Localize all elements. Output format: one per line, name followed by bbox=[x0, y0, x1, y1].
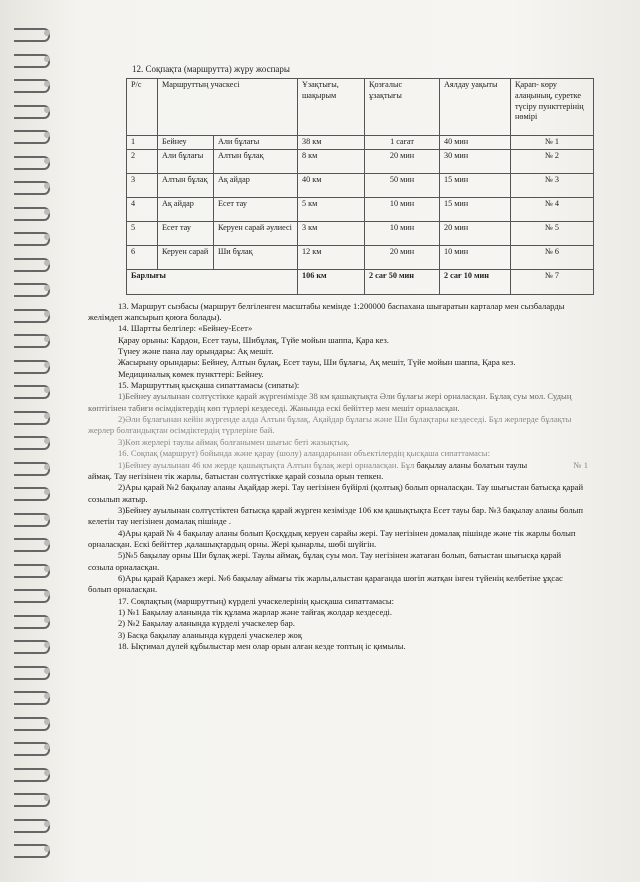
cell-from: Бейнеу bbox=[158, 135, 214, 149]
paragraph-16-item-4: 4)Ары қарай № 4 бақылау аланы болып Қосқұдық керуен сарайы жері. Тау негізінен домалақ пішінде және тік жарлы болып орналасқан. Ескі бейіттер ,қалашықтардың орны. Жері қынарлы, шөбі шүйгін. bbox=[88, 527, 576, 549]
binding-hole bbox=[44, 132, 50, 138]
cell-stop-time: 15 мин bbox=[440, 173, 511, 197]
document-content bbox=[88, 64, 588, 652]
cell-number: 5 bbox=[127, 221, 158, 245]
cell-to: Ақ айдар bbox=[213, 173, 297, 197]
col-header-segment: Маршруттың учаскесі bbox=[158, 78, 298, 135]
paragraph-14-view-points: Қарау орыны: Кардон, Есет тауы, Шибұлақ, Түйе мойын шаппа, Қара кез. bbox=[118, 334, 389, 345]
paragraph-15-item-1: 1)Бейнеу ауылынан солтүстікке қарай жүргенімізде 38 км қашықтықта Әли бұлағы жері орналасқан. Бұлақ суы мол. Судың көптігінен табиғи өсімдіктердің көп түрлері кездеседі. Жанында ескі бейіттер мен мешіт орналасқан. bbox=[88, 391, 572, 413]
paragraph-15: 15. Маршруттың қысқаша сипаттамасы (сипаты): bbox=[118, 380, 300, 391]
cell-to: Есет тау bbox=[213, 197, 297, 221]
cell-distance: 40 км bbox=[298, 173, 365, 197]
binding-hole bbox=[44, 158, 50, 164]
cell-viewpoint: № 2 bbox=[511, 149, 594, 173]
paragraph-16-item-3: 3)Бейнеу ауылынан солтүстіктен батысқа қарай жүрген кезімізде 106 км қашықтықта Есет тауы бар. №3 бақылау аланы болып келетін тау негізінен домалақ пішінде . bbox=[88, 504, 583, 527]
binding-hole bbox=[44, 617, 50, 623]
cell-travel-time: 10 мин bbox=[365, 197, 440, 221]
binding-hole bbox=[44, 183, 50, 189]
col-header-viewpoint: Қарап- көру алаңының, суретке түсіру пункттерінің нөмірі bbox=[511, 78, 594, 135]
col-header-number: Р/с bbox=[127, 78, 158, 135]
paragraph-14-medical: Медициналық көмек пункттері: Бейнеу. bbox=[118, 368, 264, 379]
total-distance: 106 км bbox=[298, 269, 365, 294]
binding-hole bbox=[44, 336, 50, 342]
binding-hole bbox=[44, 744, 50, 750]
cell-stop-time: 15 мин bbox=[440, 197, 511, 221]
binding-hole bbox=[44, 209, 50, 215]
cell-distance: 8 км bbox=[298, 149, 365, 173]
cell-distance: 12 км bbox=[298, 245, 365, 269]
cell-from: Ақ айдар bbox=[158, 197, 214, 221]
binding-hole bbox=[44, 30, 50, 36]
cell-stop-time: 30 мин bbox=[440, 149, 511, 173]
binding-hole bbox=[44, 719, 50, 725]
col-header-stop-time: Аялдау уақыты bbox=[440, 78, 511, 135]
cell-number: 6 bbox=[127, 245, 158, 269]
paragraph-16-item-1-main: 1)Бейнеу ауылынан 46 км жерде қашықтықта Алтын бұлақ жері орналасқан. Бұл bbox=[118, 459, 415, 470]
cell-distance: 5 км bbox=[298, 197, 365, 221]
binding-hole bbox=[44, 821, 50, 827]
paragraph-16-item-1-number: № 1 bbox=[573, 459, 588, 470]
cell-from: Алтын бұлақ bbox=[158, 173, 214, 197]
binding-hole bbox=[44, 285, 50, 291]
binding-hole bbox=[44, 515, 50, 521]
paragraph-17-item-1: 1) №1 Бақылау аланында тік құлама жарлар және тайғақ жолдар кездеседі. bbox=[118, 606, 393, 617]
cell-to: Ши бұлақ bbox=[213, 245, 297, 269]
binding-hole bbox=[44, 693, 50, 699]
table-row bbox=[127, 149, 594, 173]
cell-viewpoint: № 1 bbox=[511, 135, 594, 149]
section-12-title: 12. Соқпақта (маршрутта) жүру жоспары bbox=[132, 64, 290, 74]
cell-to: Али бұлағы bbox=[213, 135, 297, 149]
cell-stop-time: 10 мин bbox=[440, 245, 511, 269]
cell-number: 2 bbox=[127, 149, 158, 173]
table-row bbox=[127, 173, 594, 197]
binding-hole bbox=[44, 107, 50, 113]
cell-travel-time: 50 мин bbox=[365, 173, 440, 197]
cell-from: Керуен сарай bbox=[158, 245, 214, 269]
cell-travel-time: 20 мин bbox=[365, 149, 440, 173]
binding-hole bbox=[44, 795, 50, 801]
binding-hole bbox=[44, 234, 50, 240]
paragraph-16-item-1 bbox=[88, 460, 588, 483]
binding-hole bbox=[44, 362, 50, 368]
binding-hole bbox=[44, 540, 50, 546]
paragraph-16-item-6: 6)Ары қарай Қаракез жері. №6 бақылау аймағы тік жарлы,алыстан қарағанда шөгіп жатқан інген түйенің келбетіне ұқсас болып орналасқан. bbox=[88, 572, 563, 595]
cell-from: Али бұлағы bbox=[158, 149, 214, 173]
binding-hole bbox=[44, 489, 50, 495]
binding-hole bbox=[44, 591, 50, 597]
cell-to: Алтын бұлақ bbox=[213, 149, 297, 173]
table-row bbox=[127, 135, 594, 149]
paragraph-16: 16. Соқпақ (маршрут) бойында және қарау (шолу) алаңдарынан объектілердің қысқаша сипаттамасы: bbox=[118, 448, 490, 459]
cell-viewpoint: № 3 bbox=[511, 173, 594, 197]
cell-stop-time: 40 мин bbox=[440, 135, 511, 149]
binding-hole bbox=[44, 668, 50, 674]
binding-hole bbox=[44, 413, 50, 419]
col-header-distance: Ұзақтығы, шақырым bbox=[298, 78, 365, 135]
paragraph-17-item-2: 2) №2 Бақылау аланында күрделі учаскелер бар. bbox=[118, 618, 295, 629]
binding-hole bbox=[44, 770, 50, 776]
table-row bbox=[127, 197, 594, 221]
binding-hole bbox=[44, 438, 50, 444]
paragraph-14-shelter: Жасырыну орындары: Бейнеу, Алтын бұлақ, Есет тауы, Ши бұлағы, Ақ мешіт, Түйе мойын шаппа, Қара кез. bbox=[118, 357, 516, 368]
paragraph-15-item-3: 3)Көп жерлері таулы аймақ болғанымен шығыс беті жазықтық. bbox=[118, 436, 350, 447]
paragraph-13: 13. Маршрут сызбасы (маршрут белгіленген масштабы кемінде 1:200000 баспахана шығаратын карталар мен сызбаларды желімдеп жапсырып қоюға болады). bbox=[88, 300, 565, 323]
table-header-row bbox=[127, 78, 594, 135]
cell-viewpoint: № 4 bbox=[511, 197, 594, 221]
cell-from: Есет тау bbox=[158, 221, 214, 245]
table-total-row bbox=[127, 269, 594, 294]
cell-travel-time: 20 мин bbox=[365, 245, 440, 269]
paragraph-17: 17. Соқпақтың (маршруттың) күрделі учаскелерінің қысқаша сипаттамасы: bbox=[118, 595, 395, 606]
total-label: Барлығы bbox=[127, 269, 298, 294]
binding-hole bbox=[44, 260, 50, 266]
binding-hole bbox=[44, 311, 50, 317]
cell-viewpoint: № 5 bbox=[511, 221, 594, 245]
spiral-binding bbox=[6, 28, 54, 868]
paragraph-14: 14. Шартты белгілер: «Бейнеу-Есет» bbox=[118, 323, 253, 334]
cell-travel-time: 1 сағат bbox=[365, 135, 440, 149]
total-travel-time: 2 сағ 50 мин bbox=[365, 269, 440, 294]
route-plan-table bbox=[126, 78, 594, 295]
paragraph-15-item-2: 2)Әли бұлағынан кейін жүргенде алда Алтын бұлақ, Ақайдар бұлағы және Ши бұлақтары кездеседі. Бұл жерлерде бұлақты жерлер болғандықтан өсімдіктердің түрлеріне бай. bbox=[88, 414, 572, 436]
cell-number: 1 bbox=[127, 135, 158, 149]
total-stop-time: 2 сағ 10 мин bbox=[440, 269, 511, 294]
table-row bbox=[127, 221, 594, 245]
cell-stop-time: 20 мин bbox=[440, 221, 511, 245]
table-row bbox=[127, 245, 594, 269]
paragraph-14-overnight: Түнеу және пана лау орындары: Ақ мешіт. bbox=[118, 346, 274, 357]
paragraph-18: 18. Ықтимал дүлей құбылыстар мен олар орын алған кезде топтың іс қимылы. bbox=[118, 641, 406, 652]
cell-number: 4 bbox=[127, 197, 158, 221]
paragraph-16-item-2: 2)Ары қарай №2 бақылау аланы Ақайдар жері. Тау негізінен бүйірлі (қолтық) болып орналасқан. Тау шығыстан батысқа қарай созылып жатыр. bbox=[88, 482, 584, 504]
binding-hole bbox=[44, 642, 50, 648]
total-viewpoint: № 7 bbox=[511, 269, 594, 294]
paragraph-16-item-1-rest: бақылау аланы болатын таулы аймақ. Тау негізінен тік жарлы, батыстан солтүстікке қарай созыла орын тепкен. bbox=[88, 459, 528, 481]
col-header-travel-time: Қозғалыс ұзақтығы bbox=[365, 78, 440, 135]
cell-viewpoint: № 6 bbox=[511, 245, 594, 269]
paragraph-17-item-3: 3) Басқа бақылау аланында күрделі учаскелер жоқ bbox=[118, 629, 302, 640]
cell-travel-time: 10 мин bbox=[365, 221, 440, 245]
binding-hole bbox=[44, 464, 50, 470]
binding-hole bbox=[44, 387, 50, 393]
cell-number: 3 bbox=[127, 173, 158, 197]
cell-distance: 38 км bbox=[298, 135, 365, 149]
binding-hole bbox=[44, 566, 50, 572]
binding-hole bbox=[44, 846, 50, 852]
binding-hole bbox=[44, 56, 50, 62]
cell-distance: 3 км bbox=[298, 221, 365, 245]
binding-hole bbox=[44, 81, 50, 87]
paragraph-16-item-5: 5)№5 бақылау орны Ши бұлақ жері. Таулы аймақ, бұлақ суы мол. Тау негізінен жатаған болып, батыстан шығысқа қарай созыла орналасқан. bbox=[88, 550, 562, 572]
cell-to: Керуен сарай әулиесі bbox=[213, 221, 297, 245]
